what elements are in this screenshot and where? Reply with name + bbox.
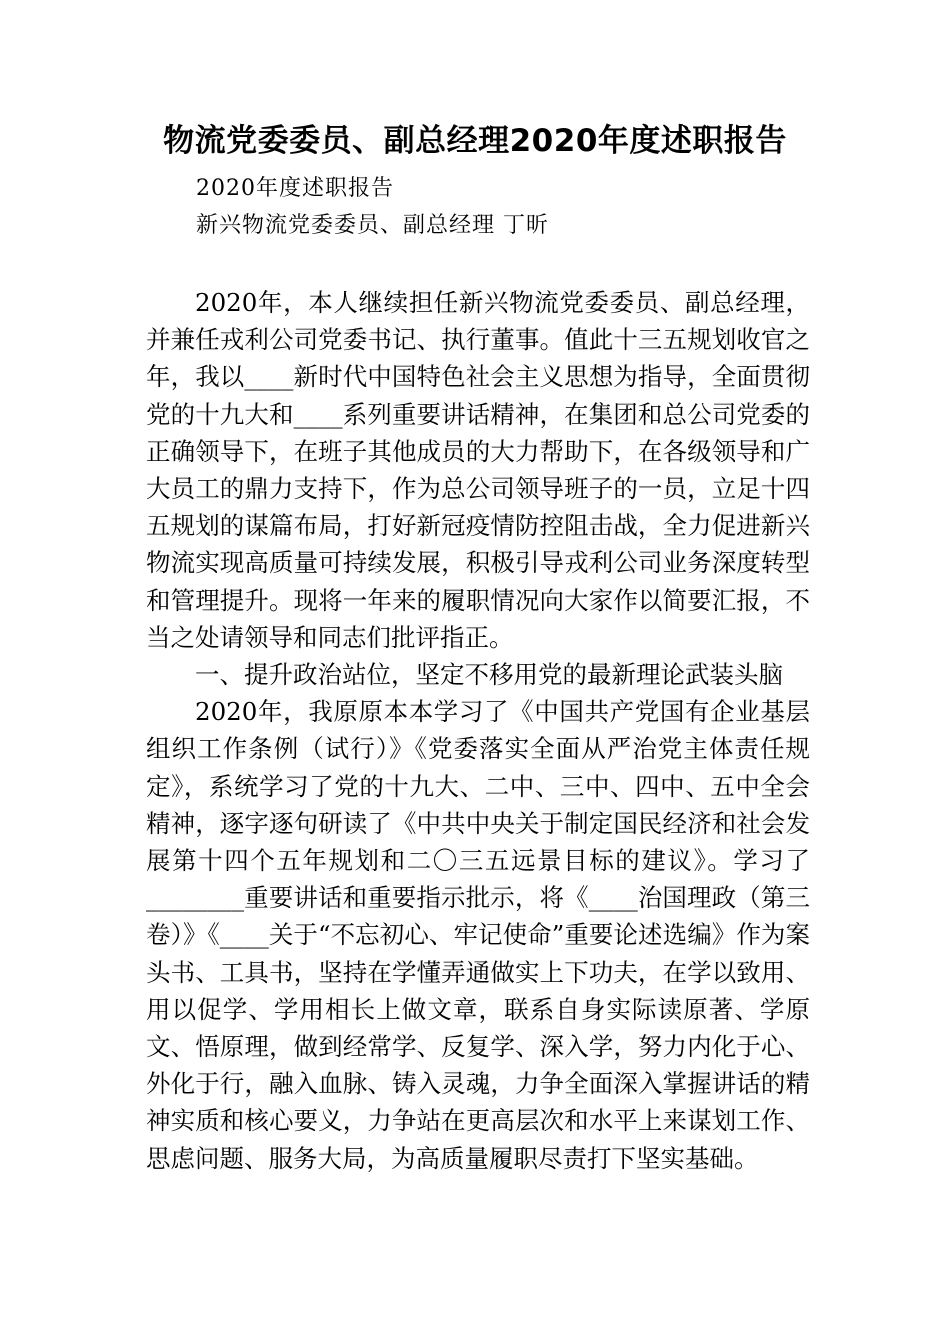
document-subtitle: 2020年度述职报告 [196, 176, 394, 201]
document-title: 物流党委委员、副总经理2020年度述职报告 [163, 123, 787, 159]
document-body [146, 284, 810, 1177]
paragraph-study: 2020年，我原原本本学习了《中国共产党国有企业基层组织工作条例（试行）》《党委落实全面从严治党主体责任规定》，系统学习了党的十九大、二中、三中、四中、五中全会精神，逐字逐句研读了《中共中央关于制定国民经济和社会发展第十四个五年规划和二〇三五远景目标的建议》。学习了________重要讲话和重要指示批示，将《____治国理政（第三卷）》《____关于“不忘初心、牢记使命”重要论述选编》作为案头书、工具书，坚持在学懂弄通做实上下功夫，在学以致用、用以促学、学用相长上做文章，联系自身实际读原著、学原文、悟原理，做到经常学、反复学、深入学，努力内化于心、外化于行，融入血脉、铸入灵魂，力争全面深入掌握讲话的精神实质和核心要义，力争站在更高层次和水平上来谋划工作、思虑问题、服务大局，为高质量履职尽责打下坚实基础。 [146, 697, 810, 1173]
section-heading: 一、提升政治站位，坚定不移用党的最新理论武装头脑 [195, 660, 783, 690]
author-line: 新兴物流党委委员、副总经理 丁昕 [196, 213, 549, 238]
paragraph-intro: 2020年，本人继续担任新兴物流党委委员、副总经理，并兼任戎利公司党委书记、执行董事。值此十三五规划收官之年，我以____新时代中国特色社会主义思想为指导，全面贯彻党的十九大和____系列重要讲话精神，在集团和总公司党委的正确领导下，在班子其他成员的大力帮助下，在各级领导和广大员工的鼎力支持下，作为总公司领导班子的一员，立足十四五规划的谋篇布局，打好新冠疫情防控阻击战，全力促进新兴物流实现高质量可持续发展，积极引导戎利公司业务深度转型和管理提升。现将一年来的履职情况向大家作以简要汇报，不当之处请领导和同志们批评指正。 [146, 288, 810, 652]
